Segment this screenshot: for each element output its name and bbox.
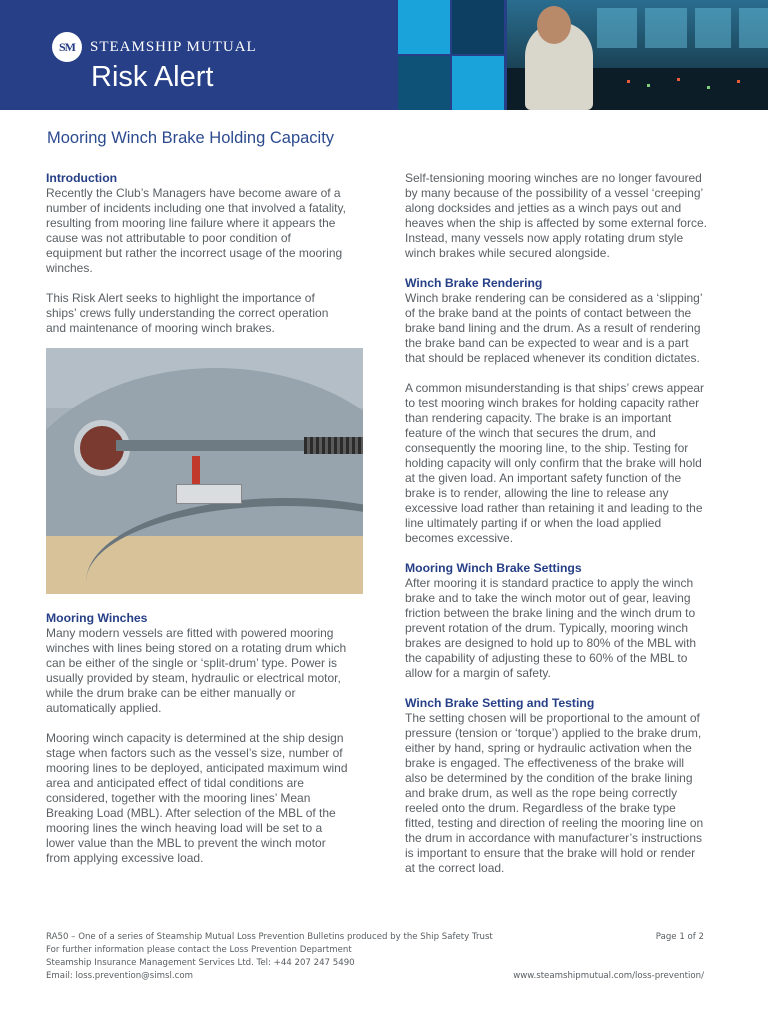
purpose-paragraph [46,291,376,336]
text-line: cause was not attributable to poor condition of [46,231,291,245]
text-line: brake and to take the winch motor out of gear, leaving [405,591,691,605]
text-line: to test mooring winch brakes for holding capacity rather [405,396,700,410]
text-line: ships’ crews fully understanding the correct operation [46,306,329,320]
website-link[interactable]: www.steamshipmutual.com/loss-prevention/ [513,971,704,981]
winch-capacity-paragraph [46,731,376,866]
company-phone: Steamship Insurance Management Services Ltd. Tel: +44 207 247 5490 [46,958,355,968]
ship-bridge-photo [507,0,768,110]
text-line: equipment but rather the incorrect usage of the mooring [46,246,343,260]
text-line: Winch brake rendering can be considered as a ‘slipping’ [405,291,703,305]
header-tile [398,0,450,54]
text-line: pressure (tension or ‘torque’) applied to the brake drum, [405,726,702,740]
text-line: and brake drum, as well as the rope being correctly [405,786,678,800]
text-line: allow for a margin of safety. [405,666,551,680]
text-line: lower value than the MBL to prevent the winch motor [46,836,326,850]
brake-rendering-paragraph [405,291,723,366]
text-line: winch brakes while secured alongside. [405,246,610,260]
text-line: reeled onto the drum. Regardless of the brake type [405,801,676,815]
text-line: stage when factors such as the vessel’s size, number of [46,746,343,760]
setting-and-testing-paragraph [405,711,723,876]
text-line: mooring lines the winch heaving load will be set to a [46,821,323,835]
text-line: winches. [46,261,93,275]
text-line: becomes excessive. [405,531,514,545]
text-line: A common misunderstanding is that ships’ crews appear [405,381,705,395]
text-line: Instead, many vessels now apply rotating drum style [405,231,684,245]
brake-settings-paragraph [405,576,723,681]
text-line: prevent rotation of the drum. Typically, mooring winch [405,621,689,635]
header-tile [452,0,504,54]
text-line: friction between the brake lining and the winch drum to [405,606,696,620]
misunderstanding-paragraph [405,381,723,546]
text-line: area and anticipated effect of tidal conditions are [46,776,304,790]
text-line: heaves when the ship is affected by some external force. [405,216,707,230]
winch-brake-photo [46,348,363,594]
text-line: Mooring winch capacity is determined at the ship design [46,731,344,745]
text-line: The setting chosen will be proportional to the amount of [405,711,700,725]
text-line: resulting from mooring line failure where it appears the [46,216,336,230]
self-tensioning-paragraph [405,171,723,261]
text-line: of the brake band at the points of contact between the [405,306,692,320]
text-line: Self-tensioning mooring winches are no longer favoured [405,171,702,185]
text-line: the brake band can be expected to wear and is a part [405,336,689,350]
document-title: Mooring Winch Brake Holding Capacity [47,129,335,147]
text-line: brake is to render, allowing the line to release any [405,486,669,500]
text-line: line ultimately parting if or when the load applied [405,516,662,530]
text-line: along docksides and jetties as a winch pays out and [405,201,682,215]
page-footer [46,931,706,983]
text-line: can be either of the single or ‘split-drum’ type. Power is [46,656,338,670]
section-heading-brake-settings: Mooring Winch Brake Settings [405,561,582,575]
page-header [0,0,768,110]
text-line: usually provided by steam, hydraulic or electrical motor, [46,671,341,685]
text-line: number of incidents including one that involved a fatality, [46,201,346,215]
text-line: that should be replaced whenever its condition dictates. [405,351,700,365]
text-line: while the drum brake can be either manually or [46,686,296,700]
text-line: from applying excessive load. [46,851,204,865]
text-line: brake band lining and the drum. As a result of rendering [405,321,701,335]
text-line: either by hand, spring or hydraulic activation when the [405,741,692,755]
page-title: Risk Alert [91,61,214,93]
bulletin-note: RA50 – One of a series of Steamship Mutual Loss Prevention Bulletins produced by the Ship Safety Trust [46,932,493,942]
text-line: holding capacity will only confirm that the brake will hold [405,456,702,470]
header-tile [398,56,450,110]
text-line: feature of the winch that secures the drum, and [405,426,656,440]
page-number: Page 1 of 2 [655,932,704,942]
text-line: by many because of the possibility of a vessel ‘creeping’ [405,186,704,200]
text-line: After mooring it is standard practice to apply the winch [405,576,694,590]
text-line: excessive load rather than retaining it and leading to the [405,501,703,515]
text-line: also be determined by the condition of the brake lining [405,771,693,785]
left-column [46,171,376,866]
text-line: brake is engaged. The effectiveness of the brake will [405,756,685,770]
text-line: than rendering capacity. The brake is an important [405,411,672,425]
text-line: and maintenance of mooring winch brakes. [46,321,275,335]
text-line: considered, together with the mooring lines’ Mean [46,791,311,805]
text-line: Breaking Load (MBL). After selection of the MBL of the [46,806,336,820]
brand-name: STEAMSHIP MUTUAL [90,38,257,55]
text-line: mooring lines to be deployed, anticipated maximum wind [46,761,348,775]
text-line: Many modern vessels are fitted with powered mooring [46,626,334,640]
text-line: This Risk Alert seeks to highlight the importance of [46,291,315,305]
text-line: fitted, testing and direction of reeling the mooring line on [405,816,704,830]
steamship-mutual-logo [52,32,257,62]
right-column [405,171,723,876]
text-line: at the correct load. [405,861,505,875]
contact-email[interactable]: Email: loss.prevention@simsl.com [46,971,193,981]
section-heading-brake-rendering: Winch Brake Rendering [405,276,543,290]
mooring-winches-paragraph [46,626,376,716]
section-heading-setting-and-testing: Winch Brake Setting and Testing [405,696,595,710]
section-heading-mooring-winches: Mooring Winches [46,611,148,625]
text-line: is important to ensure that the brake will hold or render [405,846,696,860]
contact-note: For further information please contact the Loss Prevention Department [46,945,352,955]
introduction-paragraph [46,186,376,276]
text-line: Recently the Club’s Managers have become aware of a [46,186,341,200]
text-line: automatically applied. [46,701,162,715]
logo-mark: SM [52,32,82,62]
text-line: the capability of adjusting these to 60% of the MBL to [405,651,688,665]
text-line: at the given load. An important safety function of the [405,471,682,485]
text-line: winches with lines being stored on a rotating drum which [46,641,347,655]
text-line: the drum in accordance with manufacturer’s instructions [405,831,703,845]
text-line: brakes are designed to hold up to 80% of the MBL with [405,636,697,650]
text-line: consequently the mooring line, to the ship. Testing for [405,441,689,455]
header-tile [452,56,504,110]
section-heading-introduction: Introduction [46,171,118,185]
